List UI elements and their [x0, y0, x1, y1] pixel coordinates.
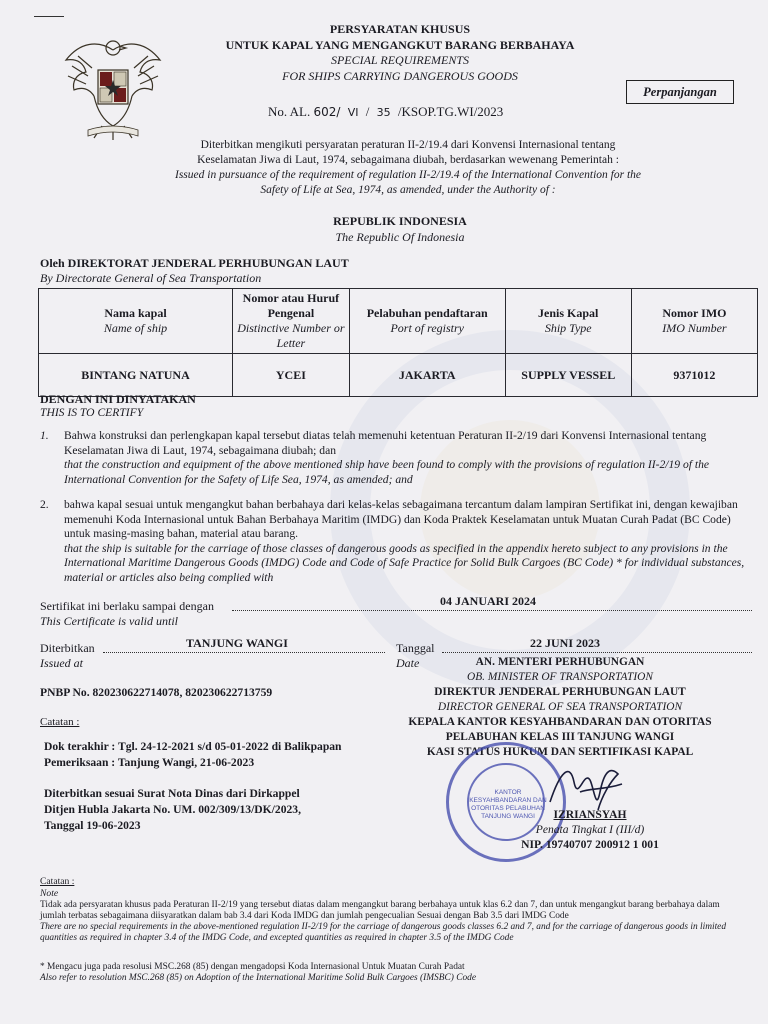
issued-at-label: Diterbitkan [40, 641, 95, 655]
header-port-of-registry: Pelabuhan pendaftaran Port of registry [349, 289, 505, 354]
signatory-nip: NIP. 19740707 200912 1 001 [521, 838, 659, 851]
renewal-badge: Perpanjangan [626, 80, 734, 104]
signatory-block: AN. MENTERI PERHUBUNGAN OB. MINISTER OF TRANSPORTATION DIREKTUR JENDERAL PERHUBUNGAN LAUT DIRECTOR GENERAL OF SEA TRANSPORTATION KEPALA KANTOR KESYAHBANDARAN DAN OTORITAS PELABUHAN KELAS III TANJUNG WANGI KASI STATUS HUKUM DAN SERTIFIKASI KAPAL [408, 656, 712, 758]
header-title: PERSYARATAN KHUSUS [329, 22, 471, 36]
certify-item-1: Bahwa konstruksi dan perlengkapan kapal tersebut diatas telah memenuhi ketentuan Peraturan II-2/19 dari Konvensi Internasional tentang Keselamatan Jiwa di Laut, 1974, sebagaimana diubah; dan that the construction and equipment of the above mentioned ship have been found to comply with the provisions of regulation II-2/19 of the International Convention for the Safety of Life Sea, 1974, as amended; and [64, 429, 710, 486]
header-distinctive-number: Nomor atau Huruf Pengenal Distinctive Number or Letter [232, 289, 349, 354]
issuing-authority: Oleh DIREKTORAT JENDERAL PERHUBUNGAN LAUT [40, 256, 349, 270]
footer-note-label-en: Note [40, 888, 59, 899]
header-title-en: SPECIAL REQUIREMENTS [330, 53, 470, 67]
notes-block: Dok terakhir : Tgl. 24-12-2021 s/d 05-01-2022 di Balikpapan Pemeriksaan : Tanjung Wangi, 21-06-2023 [44, 740, 342, 769]
validity-label-en: This Certificate is valid until [40, 614, 178, 628]
ship-type: SUPPLY VESSEL [505, 354, 631, 397]
header-subtitle: UNTUK KAPAL YANG MENGANGKUT BARANG BERBAHAYA [225, 38, 575, 52]
header-ship-type: Jenis Kapal Ship Type [505, 289, 631, 354]
notes-reference: Diterbitkan sesuai Surat Nota Dinas dari Dirkappel Ditjen Hubla Jakarta No. UM. 002/309/13/DK/2023, Tanggal 19-06-2023 [44, 787, 301, 832]
certify-title-en: THIS IS TO CERTIFY [40, 406, 144, 419]
table-row [39, 354, 758, 397]
country-name-en: The Republic Of Indonesia [335, 230, 465, 244]
signatory-rank: Penata Tingkat I (III/d) [535, 823, 645, 836]
stamp-text: KANTOR KESYAHBANDARAN DAN OTORITAS PELABUHAN TANJUNG WANGI [469, 789, 547, 820]
validity-dotted-line [232, 610, 752, 611]
header-subtitle-en: FOR SHIPS CARRYING DANGEROUS GOODS [282, 69, 518, 83]
item-number-2: 2. [40, 498, 49, 511]
header-imo-number: Nomor IMO IMO Number [631, 289, 757, 354]
signatory-name: IZRIANSYAH [553, 808, 627, 821]
issued-at-place: TANJUNG WANGI [186, 636, 288, 650]
certify-item-2: bahwa kapal sesuai untuk mengangkut bahan berbahaya dari kelas-kelas sebagaimana tercantum dalam lampiran Sertifikat ini, dengan kewajiban memenuhi Koda Internasional untuk Bahan Berbahaya Maritim (IMDG) dan Koda Praktek Keselamatan untuk Muatan Curah Padat (BC Code) untuk masing-masing bahan, material atau barang. that the ship is suitable for the carriage of those classes of dangerous goods as specified in the appendix hereto subject to any provisions in the International Maritime Dangerous Goods (IMDG) Code and Code of Safe Practice for Solid Bulk Cargoes (BC Code) * for individual substances, material or articles also being complied with [64, 498, 745, 584]
certify-title: DENGAN INI DINYATAKAN [40, 392, 196, 406]
issue-date-dotted-line [442, 652, 752, 653]
header-ship-name: Nama kapal Name of ship [39, 289, 233, 354]
notes-label: Catatan : [40, 716, 80, 728]
distinctive-number: YCEI [232, 354, 349, 397]
issue-date-label-en: Date [396, 656, 420, 670]
garuda-emblem-icon [58, 30, 168, 142]
footer-note: Tidak ada persyaratan khusus pada Peraturan II-2/19 yang tersebut diatas dalam mengangkut barang berbahaya untuk klas 6.2 dan 7, dan untuk mengangkut barang berbahaya dalam jumlah terbatas sebagaimana diisyaratkan dalam bab 3.4 dari Koda IMDG dan jumlah pengecualian Sesuai dengan Bab 3.5 dari IMDG Code There are no special requirements in the above-mentioned regulation II-2/19 for the carriage of dangerous goods classes 6.2 and 7, and for the carriage of dangerous goods in limited quantities as required in chapter 3.4 of the IMDG Code, and excepted quantities as required in chapter 3.5 of the IMDG Code [40, 900, 727, 943]
imo-number: 9371012 [631, 354, 757, 397]
validity-label: Sertifikat ini berlaku sampai dengan [40, 599, 214, 613]
intro-text: Diterbitkan mengikuti persyaratan peraturan II-2/19.4 dari Konvensi Internasional tentang Keselamatan Jiwa di Laut, 1974, sebagaimana diubah, berdasarkan wewenang Pemerintah : Issued in pursuance of the requirement of regulation II-2/19.4 of the International Convention for the Safety of Life at Sea, 1974, as amended, under the Authority of : [174, 139, 641, 196]
table-header-row [39, 289, 758, 354]
issue-date-label: Tanggal [396, 641, 435, 655]
issued-at-label-en: Issued at [40, 656, 83, 670]
certificate-number: No. AL. 602/ VI / 35 /KSOP.TG.WI/2023 [268, 104, 504, 119]
footer-note-label: Catatan : [40, 876, 75, 887]
ship-details-table [38, 288, 758, 397]
port-of-registry: JAKARTA [349, 354, 505, 397]
handwritten-number: 602/ [313, 105, 341, 119]
item-number-1: 1. [40, 429, 49, 442]
issuing-authority-en: By Directorate General of Sea Transportation [40, 271, 262, 285]
issue-date: 22 JUNI 2023 [530, 636, 601, 650]
footer-reference: * Mengacu juga pada resolusi MSC.268 (85) dengan mengadopsi Koda Internasional Untuk Muatan Curah Padat Also refer to resolution MSC.268 (85) on Adoption of the International Maritime Solid Bulk Cargoes (IMSBC) Code [40, 962, 476, 983]
ship-name: BINTANG NATUNA [39, 354, 233, 397]
validity-date: 04 JANUARI 2024 [440, 594, 536, 608]
issued-at-dotted-line [103, 652, 385, 653]
corner-mark [34, 16, 64, 17]
pnbp-number: PNBP No. 820230622714078, 820230622713759 [40, 686, 273, 699]
country-name: REPUBLIK INDONESIA [333, 214, 467, 228]
